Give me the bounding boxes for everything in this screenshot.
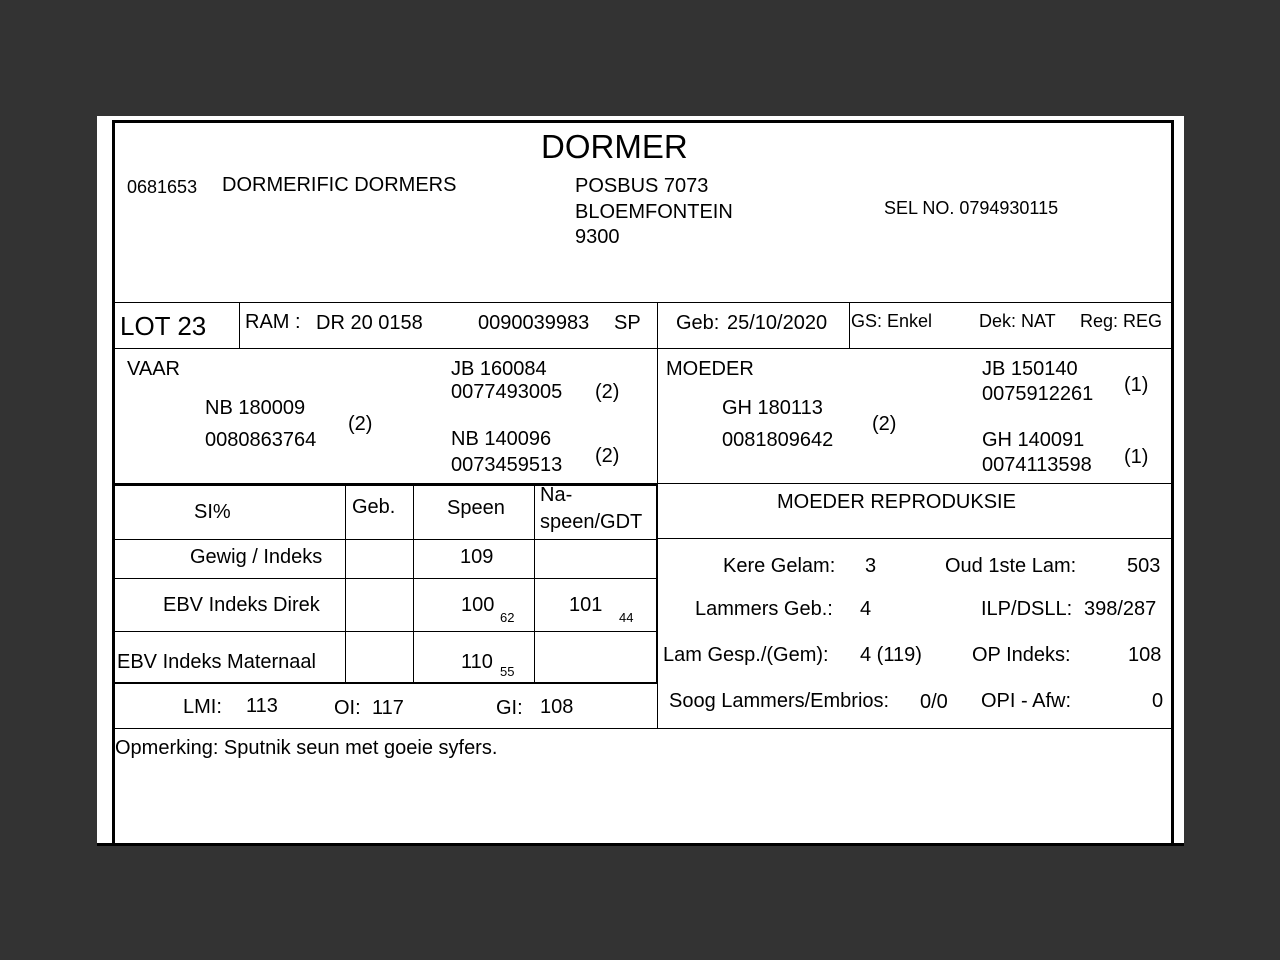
oi-label: OI:: [334, 697, 361, 719]
oud-value: 503: [1127, 555, 1161, 577]
si-header-speen: Speen: [447, 497, 505, 519]
gs-status: GS: Enkel: [851, 311, 933, 331]
si-row-label: EBV Indeks Maternaal: [117, 651, 316, 673]
lot-number: LOT 23: [120, 311, 207, 341]
sire-dam-id: NB 140096: [451, 428, 552, 450]
dek-status: Dek: NAT: [979, 311, 1056, 331]
dam-dam-id: GH 140091: [982, 429, 1085, 451]
si-table-top-border: [114, 484, 658, 486]
si-header-speen-gdt: speen/GDT: [540, 511, 643, 533]
dam-dam-number: 0074113598: [982, 454, 1092, 476]
address-line-2: BLOEMFONTEIN: [575, 201, 733, 223]
gesp-label: Lam Gesp./(Gem):: [663, 644, 829, 666]
pedigree-divider: [657, 302, 658, 484]
lammers-value: 4: [860, 598, 872, 620]
sire-count: (2): [348, 413, 373, 435]
lot-row-bottom-line: [114, 348, 1172, 349]
si-table-right-border: [656, 484, 658, 684]
breed-title: DORMER: [541, 128, 688, 165]
lot-row-top-line: [114, 302, 1172, 303]
dam-dam-count: (1): [1124, 446, 1149, 468]
lmi-value: 113: [246, 695, 278, 717]
totals-bottom-line: [114, 728, 1172, 729]
ram-id: DR 20 0158: [316, 312, 423, 334]
si-col-line-1: [345, 485, 346, 683]
geb-divider: [849, 302, 850, 348]
si-row-speen: 100: [461, 594, 495, 616]
ram-label: RAM :: [245, 311, 301, 333]
si-header-na: Na-: [540, 484, 573, 506]
opi-label: OPI - Afw:: [981, 690, 1072, 712]
dam-sire-id: JB 150140: [982, 358, 1078, 380]
soog-label: Soog Lammers/Embrios:: [669, 690, 890, 712]
dam-number: 0081809642: [722, 429, 834, 451]
birth-label: Geb:: [676, 312, 720, 334]
lammers-label: Lammers Geb.:: [695, 598, 833, 620]
ilp-label: ILP/DSLL:: [981, 598, 1073, 620]
si-row-na: 101: [569, 594, 603, 616]
sire-sire-id: JB 160084: [451, 358, 547, 380]
si-col-line-2: [413, 485, 414, 683]
si-header-line: [114, 539, 657, 540]
ram-suffix: SP: [614, 312, 641, 334]
dam-label: MOEDER: [666, 358, 754, 380]
si-row-speen: 110: [461, 651, 493, 673]
lot-card: [97, 116, 1184, 846]
oud-label: Oud 1ste Lam:: [945, 555, 1077, 577]
breeder-number: 0681653: [127, 177, 198, 197]
sire-id: NB 180009: [205, 397, 306, 419]
frame-top-border: [112, 120, 1174, 123]
address-line-1: POSBUS 7073: [575, 175, 709, 197]
birth-date: 25/10/2020: [727, 312, 828, 334]
si-header-geb: Geb.: [352, 496, 396, 518]
totals-divider: [657, 683, 658, 729]
sire-number: 0080863764: [205, 429, 317, 451]
sire-label: VAAR: [127, 358, 180, 380]
ram-number: 0090039983: [478, 312, 590, 334]
kere-value: 3: [865, 555, 877, 577]
op-value: 108: [1128, 644, 1162, 666]
op-label: OP Indeks:: [972, 644, 1071, 666]
gi-value: 108: [540, 696, 574, 718]
si-row-label: Gewig / Indeks: [190, 546, 323, 568]
sire-sire-number: 0077493005: [451, 381, 563, 403]
dam-count: (2): [872, 413, 897, 435]
sel-number: SEL NO. 0794930115: [884, 198, 1059, 218]
si-row-speen: 109: [460, 546, 494, 568]
si-row-line-2: [114, 631, 657, 632]
gi-label: GI:: [496, 697, 523, 719]
reproduction-title: MOEDER REPRODUKSIE: [777, 491, 1016, 513]
reg-status: Reg: REG: [1080, 311, 1163, 331]
opi-value: 0: [1152, 690, 1164, 712]
dam-sire-count: (1): [1124, 374, 1149, 396]
ilp-value: 398/287: [1084, 598, 1157, 620]
breeder-name: DORMERIFIC DORMERS: [222, 174, 457, 196]
soog-value: 0/0: [920, 691, 948, 713]
reproduction-header-line: [658, 538, 1172, 539]
gesp-value: 4 (119): [860, 644, 922, 666]
oi-value: 117: [372, 697, 404, 719]
si-table-bottom-border: [114, 682, 658, 684]
sire-dam-count: (2): [595, 445, 620, 467]
si-row-na-sub: 44: [619, 610, 634, 625]
kere-label: Kere Gelam:: [723, 555, 836, 577]
address-line-3: 9300: [575, 226, 620, 248]
si-row-speen-sub: 55: [500, 664, 515, 679]
si-row-line-1: [114, 578, 657, 579]
si-header-label: SI%: [194, 501, 231, 523]
dam-id: GH 180113: [722, 397, 823, 419]
remark: Opmerking: Sputnik seun met goeie syfers.: [115, 737, 498, 759]
lot-divider: [239, 302, 240, 348]
dam-sire-number: 0075912261: [982, 383, 1094, 405]
sire-dam-number: 0073459513: [451, 454, 563, 476]
frame-bottom-border: [97, 843, 1184, 846]
lmi-label: LMI:: [183, 696, 222, 718]
si-row-speen-sub: 62: [500, 610, 515, 625]
sire-sire-count: (2): [595, 381, 620, 403]
si-row-label: EBV Indeks Direk: [163, 594, 320, 616]
si-col-line-3: [534, 485, 535, 683]
